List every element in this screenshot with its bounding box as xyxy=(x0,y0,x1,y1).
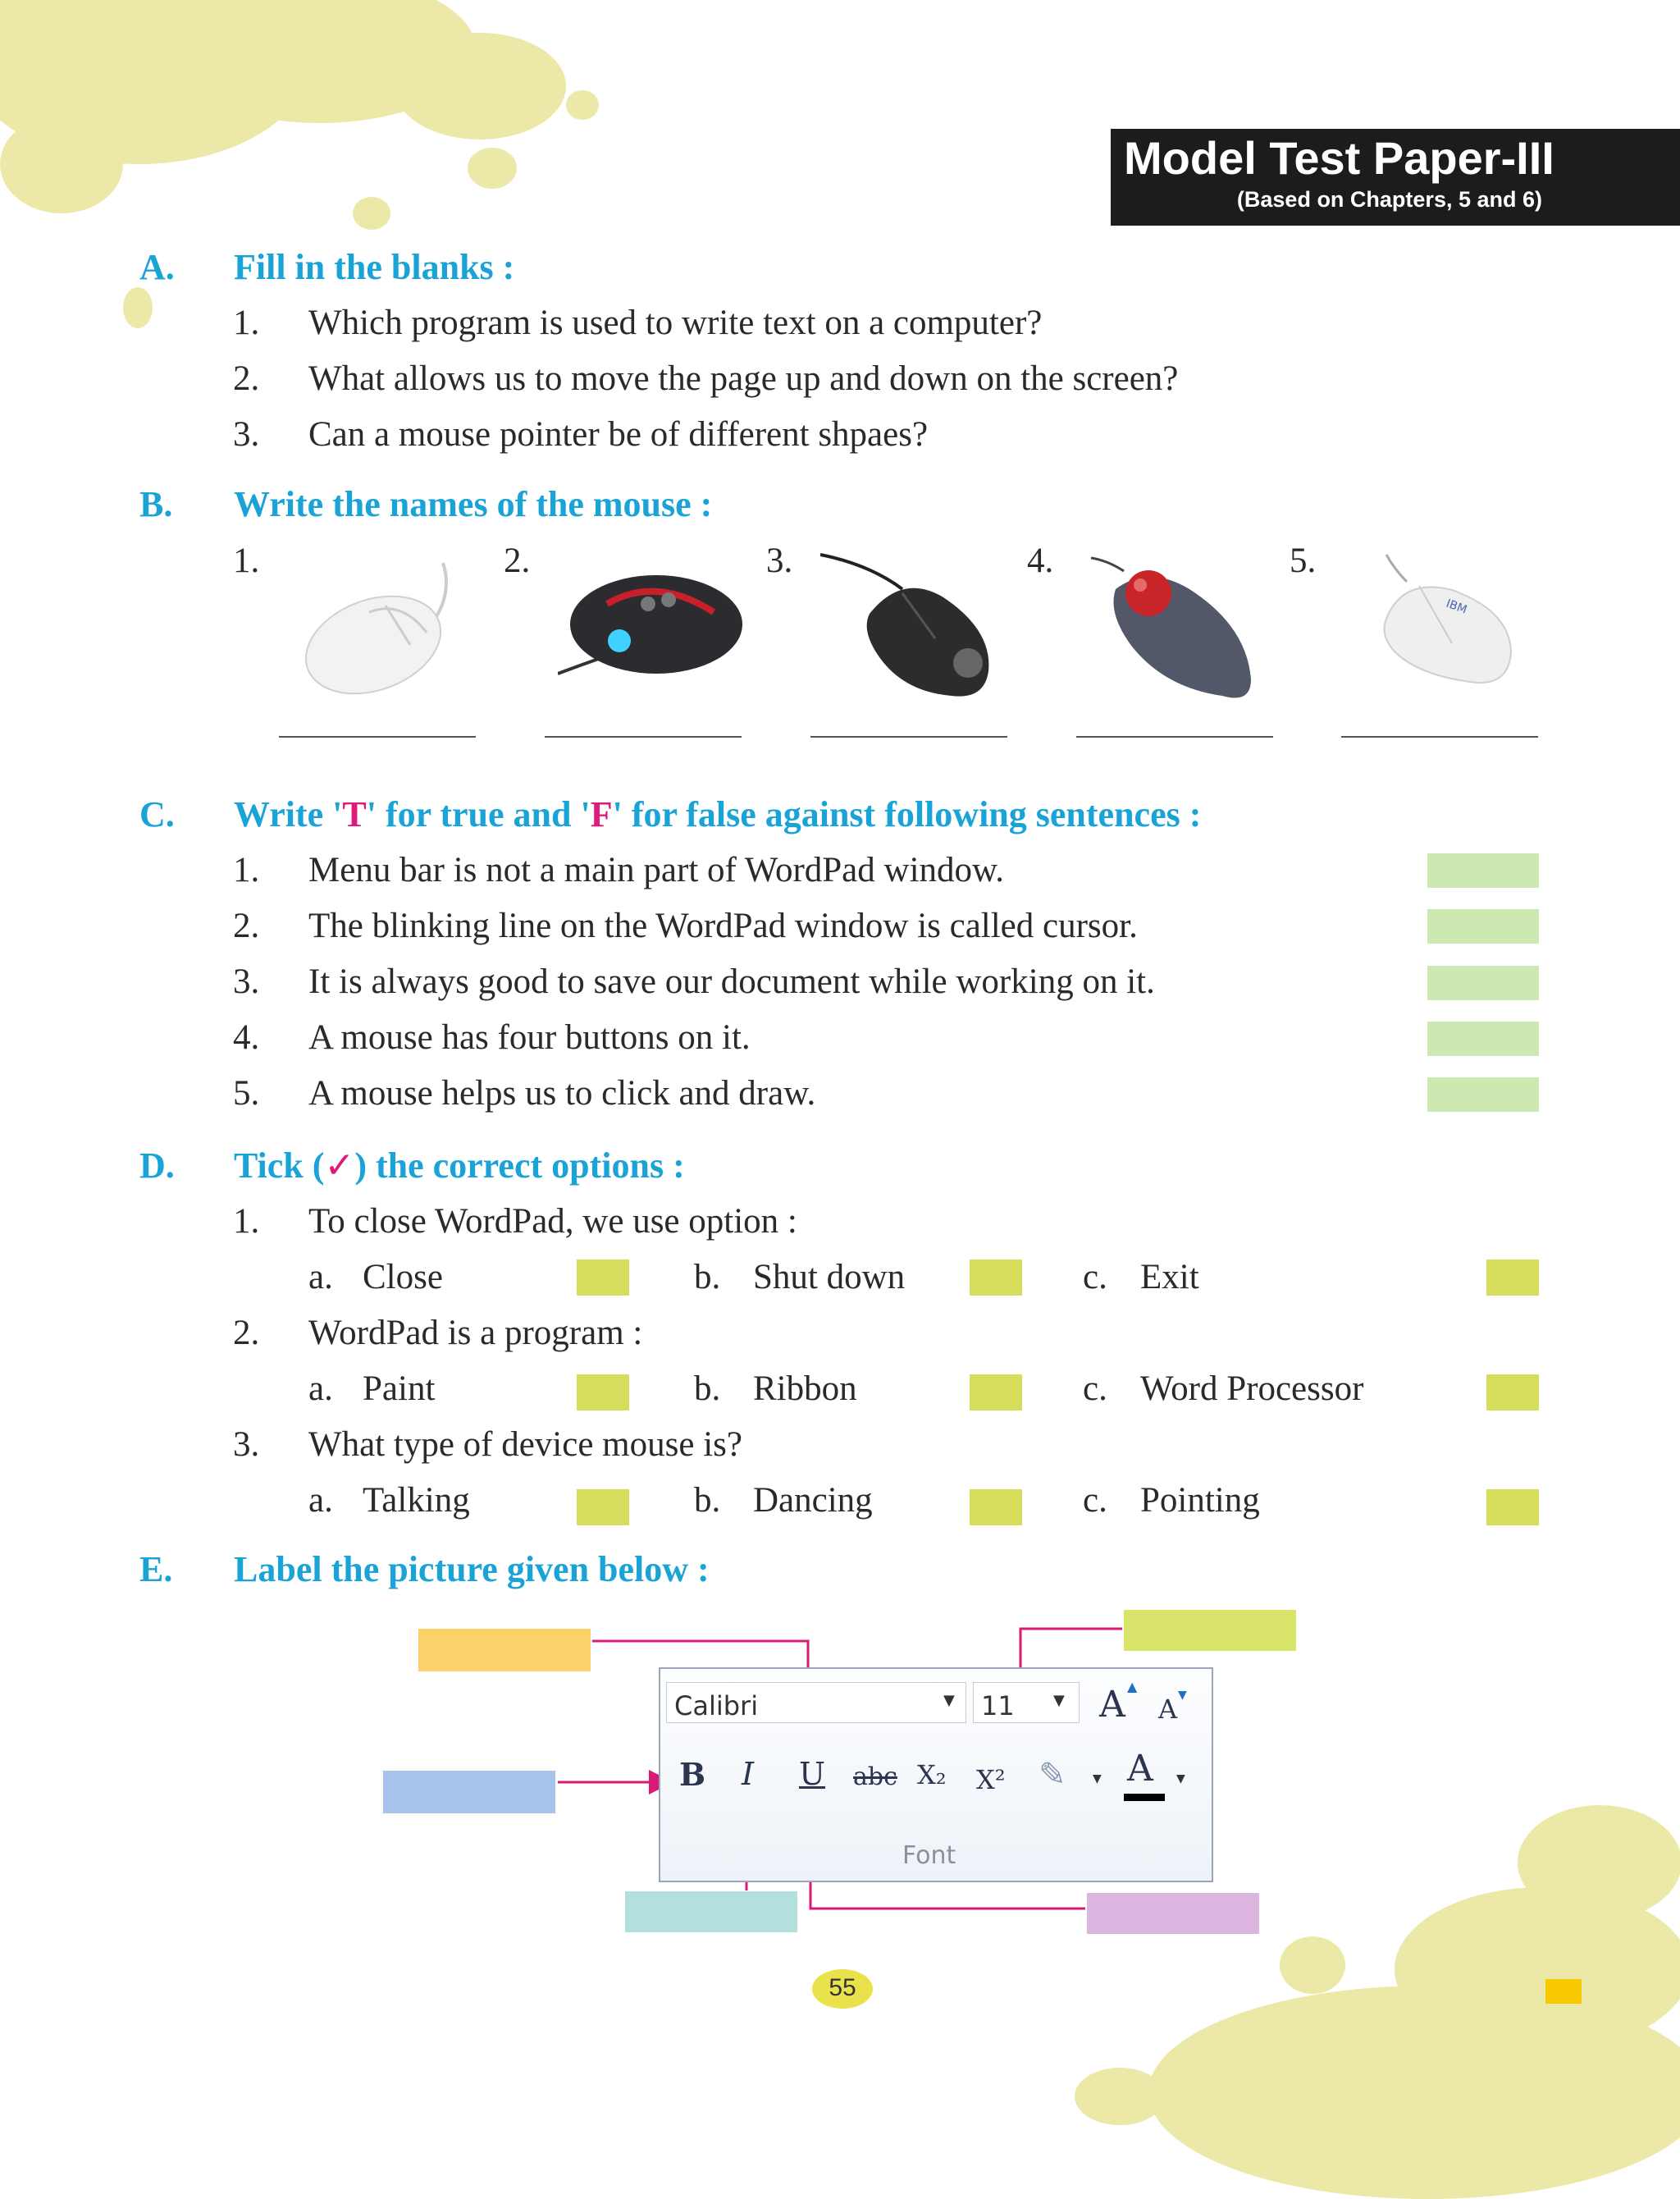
option-letter: a. xyxy=(308,1481,333,1520)
page-number: 55 xyxy=(829,1974,856,2001)
section-d-title: Tick (✓) the correct options : xyxy=(234,1145,685,1186)
statement-number: 5. xyxy=(233,1074,260,1113)
option-letter: c. xyxy=(1083,1258,1107,1296)
statement-text: A mouse has four buttons on it. xyxy=(308,1018,751,1057)
section-e-letter: E. xyxy=(139,1549,173,1589)
chevron-down-icon[interactable]: ▼ xyxy=(943,1692,955,1709)
option-letter: b. xyxy=(694,1258,721,1296)
section-e-title: Label the picture given below : xyxy=(234,1549,710,1589)
question-text: What allows us to move the page up and down on the screen? xyxy=(308,359,1179,398)
chevron-down-icon[interactable]: ▼ xyxy=(1176,1772,1185,1785)
font-color-button[interactable]: A xyxy=(1127,1748,1153,1790)
chevron-down-icon[interactable]: ▼ xyxy=(1053,1692,1065,1709)
section-a-letter: A. xyxy=(139,247,175,287)
section-a-title: Fill in the blanks : xyxy=(234,247,515,287)
italic-button[interactable]: I xyxy=(742,1756,755,1792)
option-text: Talking xyxy=(363,1481,470,1520)
highlighter-icon[interactable]: ✎ xyxy=(1039,1756,1066,1794)
option-letter: c. xyxy=(1083,1369,1107,1408)
superscript-button[interactable]: X² xyxy=(976,1764,1006,1795)
option-letter: b. xyxy=(694,1481,721,1520)
question-text: Can a mouse pointer be of different shpaes? xyxy=(308,415,929,454)
question-text: WordPad is a program : xyxy=(308,1314,643,1352)
corner-tab xyxy=(1545,1979,1582,2004)
statement-number: 1. xyxy=(233,851,260,889)
option-text: Pointing xyxy=(1140,1481,1260,1520)
font-name-value: Calibri xyxy=(674,1690,759,1721)
mouse-number: 2. xyxy=(504,542,531,580)
option-letter: c. xyxy=(1083,1481,1107,1520)
option-text: Dancing xyxy=(753,1481,873,1520)
option-text: Ribbon xyxy=(753,1369,857,1408)
subscript-button[interactable]: X₂ xyxy=(917,1759,947,1790)
font-size-value: 11 xyxy=(981,1690,1015,1721)
question-number: 1. xyxy=(233,1202,260,1241)
shrink-font-icon[interactable]: A xyxy=(1158,1694,1178,1725)
statement-text: A mouse helps us to click and draw. xyxy=(308,1074,816,1113)
question-text: To close WordPad, we use option : xyxy=(308,1202,797,1241)
header-subtitle: (Based on Chapters, 5 and 6) xyxy=(1236,187,1542,212)
section-b-title: Write the names of the mouse : xyxy=(234,484,713,524)
tick-mark-icon: ✓ xyxy=(324,1145,355,1186)
grow-arrow-icon: ▲ xyxy=(1127,1679,1138,1694)
statement-number: 4. xyxy=(233,1018,260,1057)
statement-text: It is always good to save our document while working on it. xyxy=(308,962,1155,1001)
question-number: 2. xyxy=(233,359,260,398)
svg-text:IBM: IBM xyxy=(1444,597,1469,617)
question-number: 3. xyxy=(233,1425,260,1464)
mouse-number: 1. xyxy=(233,542,260,580)
option-letter: a. xyxy=(308,1258,333,1296)
option-text: Paint xyxy=(363,1369,436,1408)
font-color-bar xyxy=(1124,1794,1165,1801)
mouse-number: 5. xyxy=(1290,542,1317,580)
statement-number: 3. xyxy=(233,962,260,1001)
font-group-label: Font xyxy=(902,1841,956,1870)
question-text: Which program is used to write text on a computer? xyxy=(308,304,1043,342)
option-text: Exit xyxy=(1140,1258,1199,1296)
mouse-number: 3. xyxy=(766,542,793,580)
section-d-letter: D. xyxy=(139,1145,175,1186)
question-number: 2. xyxy=(233,1314,260,1352)
grow-font-icon[interactable]: A xyxy=(1099,1684,1125,1726)
question-text: What type of device mouse is? xyxy=(308,1425,742,1464)
option-text: Word Processor xyxy=(1140,1369,1364,1408)
option-letter: a. xyxy=(308,1369,333,1408)
statement-text: Menu bar is not a main part of WordPad window. xyxy=(308,851,1005,889)
statement-text: The blinking line on the WordPad window is called cursor. xyxy=(308,907,1138,945)
section-c-letter: C. xyxy=(139,794,175,834)
option-letter: b. xyxy=(694,1369,721,1408)
question-number: 1. xyxy=(233,304,260,342)
bold-button[interactable]: B xyxy=(679,1756,706,1793)
chevron-down-icon[interactable]: ▼ xyxy=(1093,1772,1102,1785)
section-b-letter: B. xyxy=(139,484,173,524)
strikethrough-button[interactable]: abc xyxy=(853,1762,897,1791)
statement-number: 2. xyxy=(233,907,260,945)
mouse-number: 4. xyxy=(1027,542,1054,580)
header-title: Model Test Paper-III xyxy=(1124,132,1554,184)
question-number: 3. xyxy=(233,415,260,454)
shrink-arrow-icon: ▼ xyxy=(1178,1689,1187,1702)
underline-button[interactable]: U xyxy=(799,1756,826,1792)
section-c-title: Write 'T' for true and 'F' for false against following sentences : xyxy=(234,794,1202,834)
option-text: Shut down xyxy=(753,1258,906,1296)
option-text: Close xyxy=(363,1258,443,1296)
